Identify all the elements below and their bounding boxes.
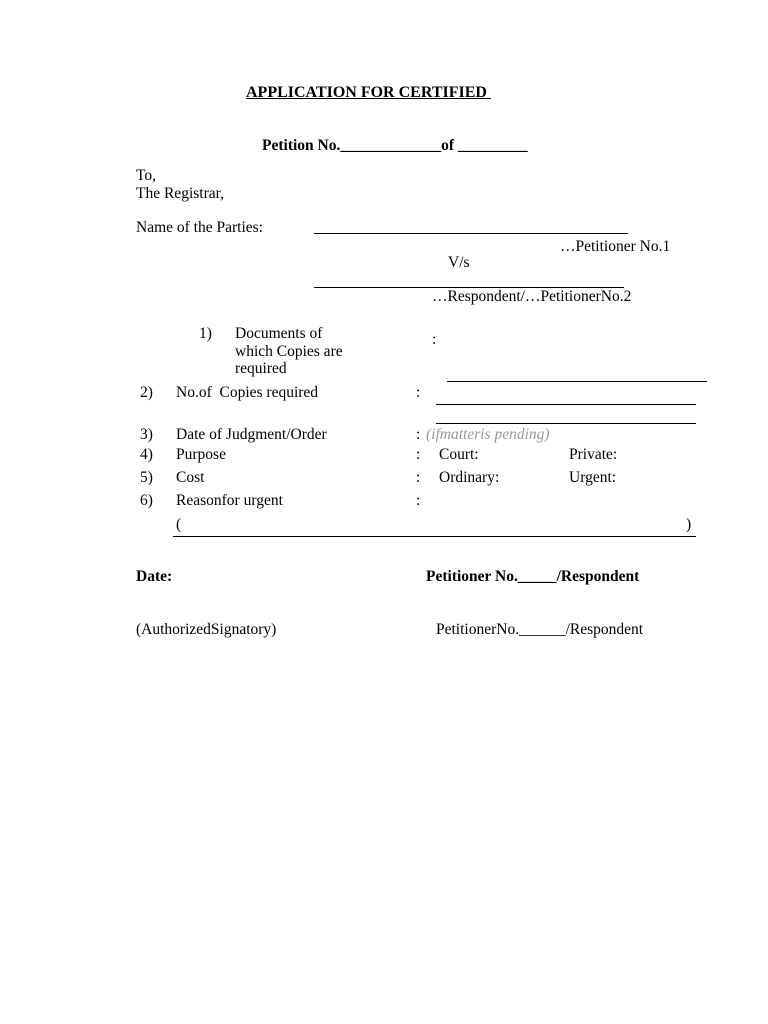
item-1-number: 1) [199,325,212,342]
reason-close-paren: ) [686,516,692,533]
reason-field-line[interactable] [173,536,696,537]
item-6-colon: : [416,492,421,509]
petitioner-bold-suffix: /Respondent [556,568,640,585]
item-2-colon: : [416,384,421,401]
date-label: Date: [136,568,173,585]
item-4-number: 4) [140,446,153,463]
authorized-signatory: (AuthorizedSignatory) [136,621,277,638]
petitioner-bold-blank[interactable]: _____ [517,568,557,585]
petition-number-blank[interactable]: _____________ [340,137,442,154]
petitioner-signature-bold [426,568,639,586]
item-4-label: Purpose [176,446,226,463]
judgment-date-hint[interactable]: (ifmatteris pending) [426,426,550,443]
item-5-label: Cost [176,469,205,486]
item-5-number: 5) [140,469,153,486]
item-1-label-line3: required [235,360,287,377]
petition-of-label: of [441,137,455,154]
item-1-label-line1: Documents of [235,325,323,342]
respondent-role: …Respondent/…PetitionerNo.2 [432,288,632,305]
item-1-label-line2: which Copies are [235,343,343,360]
petitioner-name-line[interactable] [314,233,628,234]
item-6-number: 6) [140,492,153,509]
address-to: To, [136,167,157,184]
item-6-label: Reasonfor urgent [176,492,283,509]
cost-ordinary-option[interactable]: Ordinary: [439,469,500,486]
item-5-colon: : [416,469,421,486]
reason-open-paren: ( [176,516,182,533]
address-registrar: The Registrar, [136,185,225,202]
petition-line [262,137,528,155]
item-2-label: No.of Copies required [176,384,319,401]
item-3-number: 3) [140,426,153,443]
copies-field-line[interactable] [436,404,696,405]
copies-field-line-2[interactable] [436,423,696,424]
document-title: APPLICATION FOR CERTIFIED [246,84,487,101]
petitioner-role: …Petitioner No.1 [560,238,671,255]
item-1-colon: : [432,331,437,348]
item-2-number: 2) [140,384,153,401]
versus-label: V/s [448,254,470,271]
purpose-court-option[interactable]: Court: [439,446,479,463]
petitioner-signature-plain: PetitionerNo.______/Respondent [436,621,644,638]
cost-urgent-option[interactable]: Urgent: [569,469,617,486]
item-3-label: Date of Judgment/Order [176,426,327,443]
petition-label: Petition No. [262,137,341,154]
documents-field-line[interactable] [447,381,707,382]
petition-year-blank[interactable]: _________ [457,137,528,154]
petitioner-bold-label: Petitioner No. [426,568,518,585]
item-4-colon: : [416,446,421,463]
parties-label: Name of the Parties: [136,219,263,236]
item-3-colon: : [416,426,421,443]
purpose-private-option[interactable]: Private: [569,446,618,463]
